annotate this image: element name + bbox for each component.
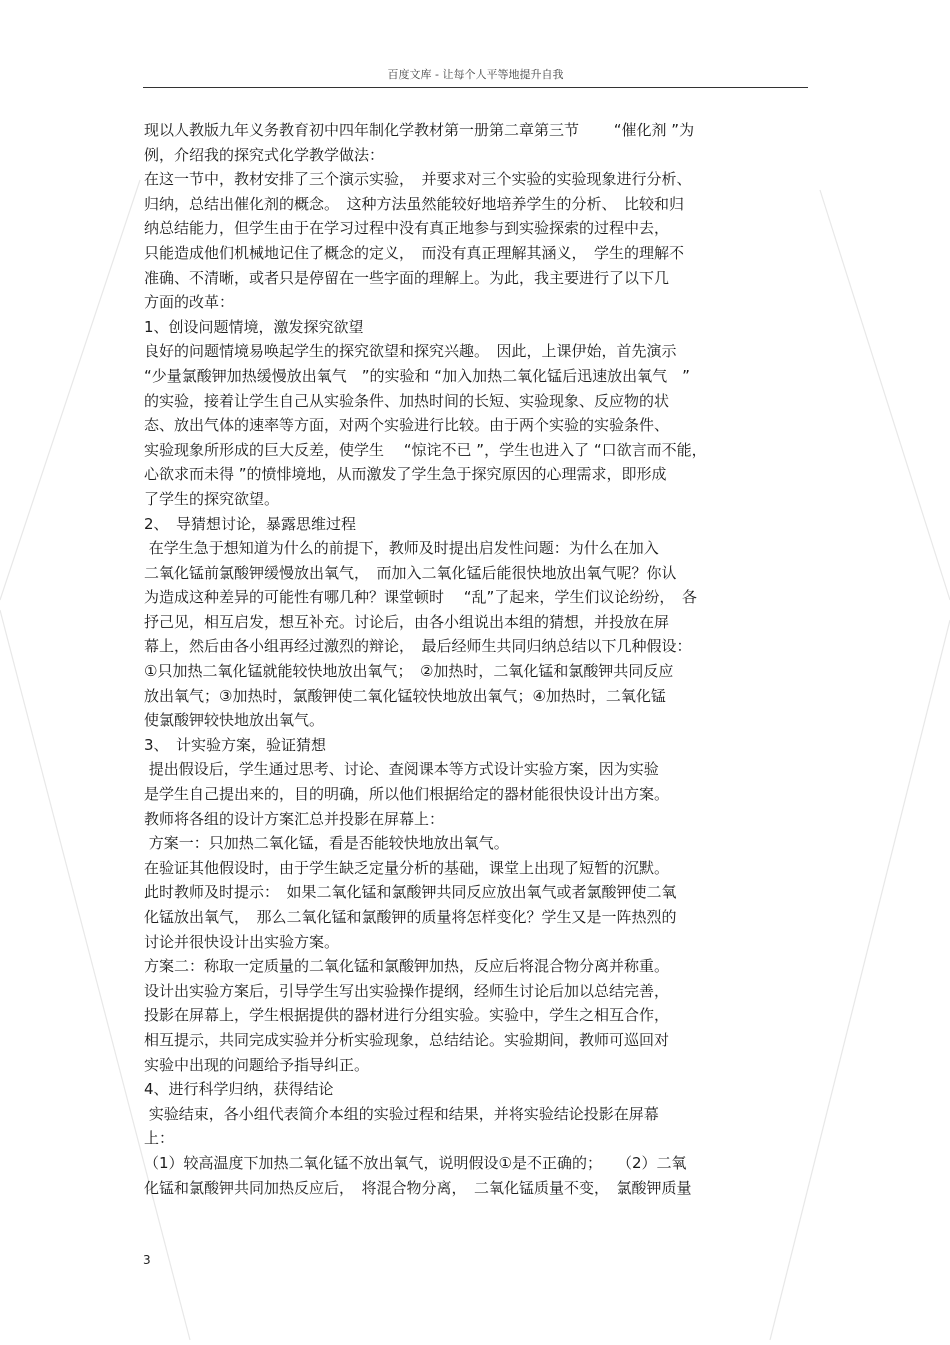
body-line: 了学生的探究欲望。 — [144, 489, 280, 508]
body-line: 实验现象所形成的巨大反差，使学生 “惊诧不已 ”，学生也进入了 “口欲言而不能， — [144, 440, 707, 459]
body-line: 提出假设后，学生通过思考、讨论、查阅课本等方式设计实验方案，因为实验 — [144, 760, 659, 779]
body-line: （1）较高温度下加热二氧化锰不放出氧气，说明假设①是不正确的； （2）二氧 — [144, 1153, 687, 1172]
body-line: ①只加热二氧化锰就能较快地放出氧气； ②加热时，二氧化锰和氯酸钾共同反应 — [144, 662, 674, 681]
body-line: 2、 导猜想讨论，暴露思维过程 — [144, 514, 357, 533]
body-line: 1、创设问题情境，激发探究欲望 — [144, 317, 364, 336]
body-line: 纳总结能力，但学生由于在学习过程中没有真正地参与到实验探索的过程中去， — [144, 219, 670, 238]
body-line: 心欲求而未得 ”的愤悱境地，从而激发了学生急于探究原因的心理需求，即形成 — [144, 465, 667, 484]
body-line: 此时教师及时提示： 如果二氧化锰和氯酸钾共同反应放出氧气或者氯酸钾使二氧 — [144, 883, 677, 902]
page-header: 百度文库 - 让每个人平等地提升自我 — [387, 68, 564, 81]
body-line: 实验结束，各小组代表简介本组的实验过程和结果，并将实验结论投影在屏幕 — [144, 1104, 659, 1123]
body-line: 设计出实验方案后，引导学生写出实验操作提纲，经师生讨论后加以总结完善， — [144, 981, 670, 1000]
body-line: 化锰和氯酸钾共同加热反应后， 将混合物分离， 二氧化锰质量不变， 氯酸钾质量 — [144, 1178, 692, 1197]
body-line: 在这一节中，教材安排了三个演示实验， 并要求对三个实验的实验现象进行分析、 — [144, 170, 692, 189]
body-line: 准确、不清晰，或者只是停留在一些字面的理解上。为此，我主要进行了以下几 — [144, 268, 670, 287]
body-line: “少量氯酸钾加热缓慢放出氧气 ”的实验和 “加入加热二氧化锰后迅速放出氧气 ” — [144, 366, 690, 385]
body-line: 4、进行科学归纳，获得结论 — [144, 1080, 334, 1099]
body-line: 方案二：称取一定质量的二氧化锰和氯酸钾加热，反应后将混合物分离并称重。 — [144, 957, 670, 976]
body-line: 只能造成他们机械地记住了概念的定义， 而没有真正理解其涵义， 学生的理解不 — [144, 243, 685, 262]
body-line: 在验证其他假设时，由于学生缺乏定量分析的基础，课堂上出现了短暂的沉默。 — [144, 858, 670, 877]
body-line: 放出氧气；③加热时，氯酸钾使二氧化锰较快地放出氧气；④加热时，二氧化锰 — [144, 686, 666, 705]
body-line: 相互提示，共同完成实验并分析实验现象，总结结论。实验期间，教师可巡回对 — [144, 1030, 670, 1049]
body-line: 是学生自己提出来的，目的明确，所以他们根据给定的器材能很快设计出方案。 — [144, 785, 670, 804]
body-line: 上： — [144, 1129, 175, 1148]
body-line: 讨论并很快设计出实验方案。 — [144, 932, 340, 951]
body-line: 归纳，总结出催化剂的概念。 这种方法虽然能较好地培养学生的分析、 比较和归 — [144, 194, 685, 213]
body-line: 良好的问题情境易唤起学生的探究欲望和探究兴趣。 因此，上课伊始，首先演示 — [144, 342, 677, 361]
body-line: 教师将各组的设计方案汇总并投影在屏幕上： — [144, 809, 445, 828]
body-line: 的实验，接着让学生自己从实验条件、加热时间的长短、实验现象、反应物的状 — [144, 391, 670, 410]
body-line: 抒己见，相互启发，想互补充。讨论后，由各小组说出本组的猜想，并投放在屏 — [144, 612, 670, 631]
document-body — [144, 118, 808, 1200]
body-line: 现以人教版九年义务教育初中四年制化学教材第一册第二章第三节 “催化剂 ”为 — [144, 121, 695, 139]
body-line: 化锰放出氧气， 那么二氧化锰和氯酸钾的质量将怎样变化？学生又是一阵热烈的 — [144, 908, 677, 926]
body-line: 方面的改革： — [144, 293, 235, 312]
body-line: 3、 计实验方案，验证猜想 — [144, 735, 327, 754]
body-line: 二氧化锰前氯酸钾缓慢放出氧气， 而加入二氧化锰后能很快地放出氧气呢？你认 — [144, 563, 677, 582]
body-line: 例，介绍我的探究式化学教学做法： — [144, 145, 385, 164]
body-line: 幕上，然后由各小组再经过激烈的辩论， 最后经师生共同归纳总结以下几种假设： — [144, 637, 692, 656]
page-number: 3 — [143, 1253, 151, 1267]
body-line: 方案一：只加热二氧化锰，看是否能较快地放出氧气。 — [144, 834, 509, 853]
body-line: 在学生急于想知道为什么的前提下，教师及时提出启发性问题：为什么在加入 — [144, 539, 659, 558]
body-line: 使氯酸钾较快地放出氧气。 — [144, 711, 325, 730]
body-line: 投影在屏幕上，学生根据提供的器材进行分组实验。实验中，学生之相互合作， — [144, 1006, 670, 1025]
body-line: 实验中出现的问题给予指导纠正。 — [144, 1055, 370, 1074]
header-divider — [143, 87, 808, 88]
body-line: 为造成这种差异的可能性有哪几种？课堂顿时 “乱”了起来，学生们议论纷纷， 各 — [144, 588, 697, 607]
body-line: 态、放出气体的速率等方面，对两个实验进行比较。由于两个实验的实验条件、 — [144, 416, 670, 435]
